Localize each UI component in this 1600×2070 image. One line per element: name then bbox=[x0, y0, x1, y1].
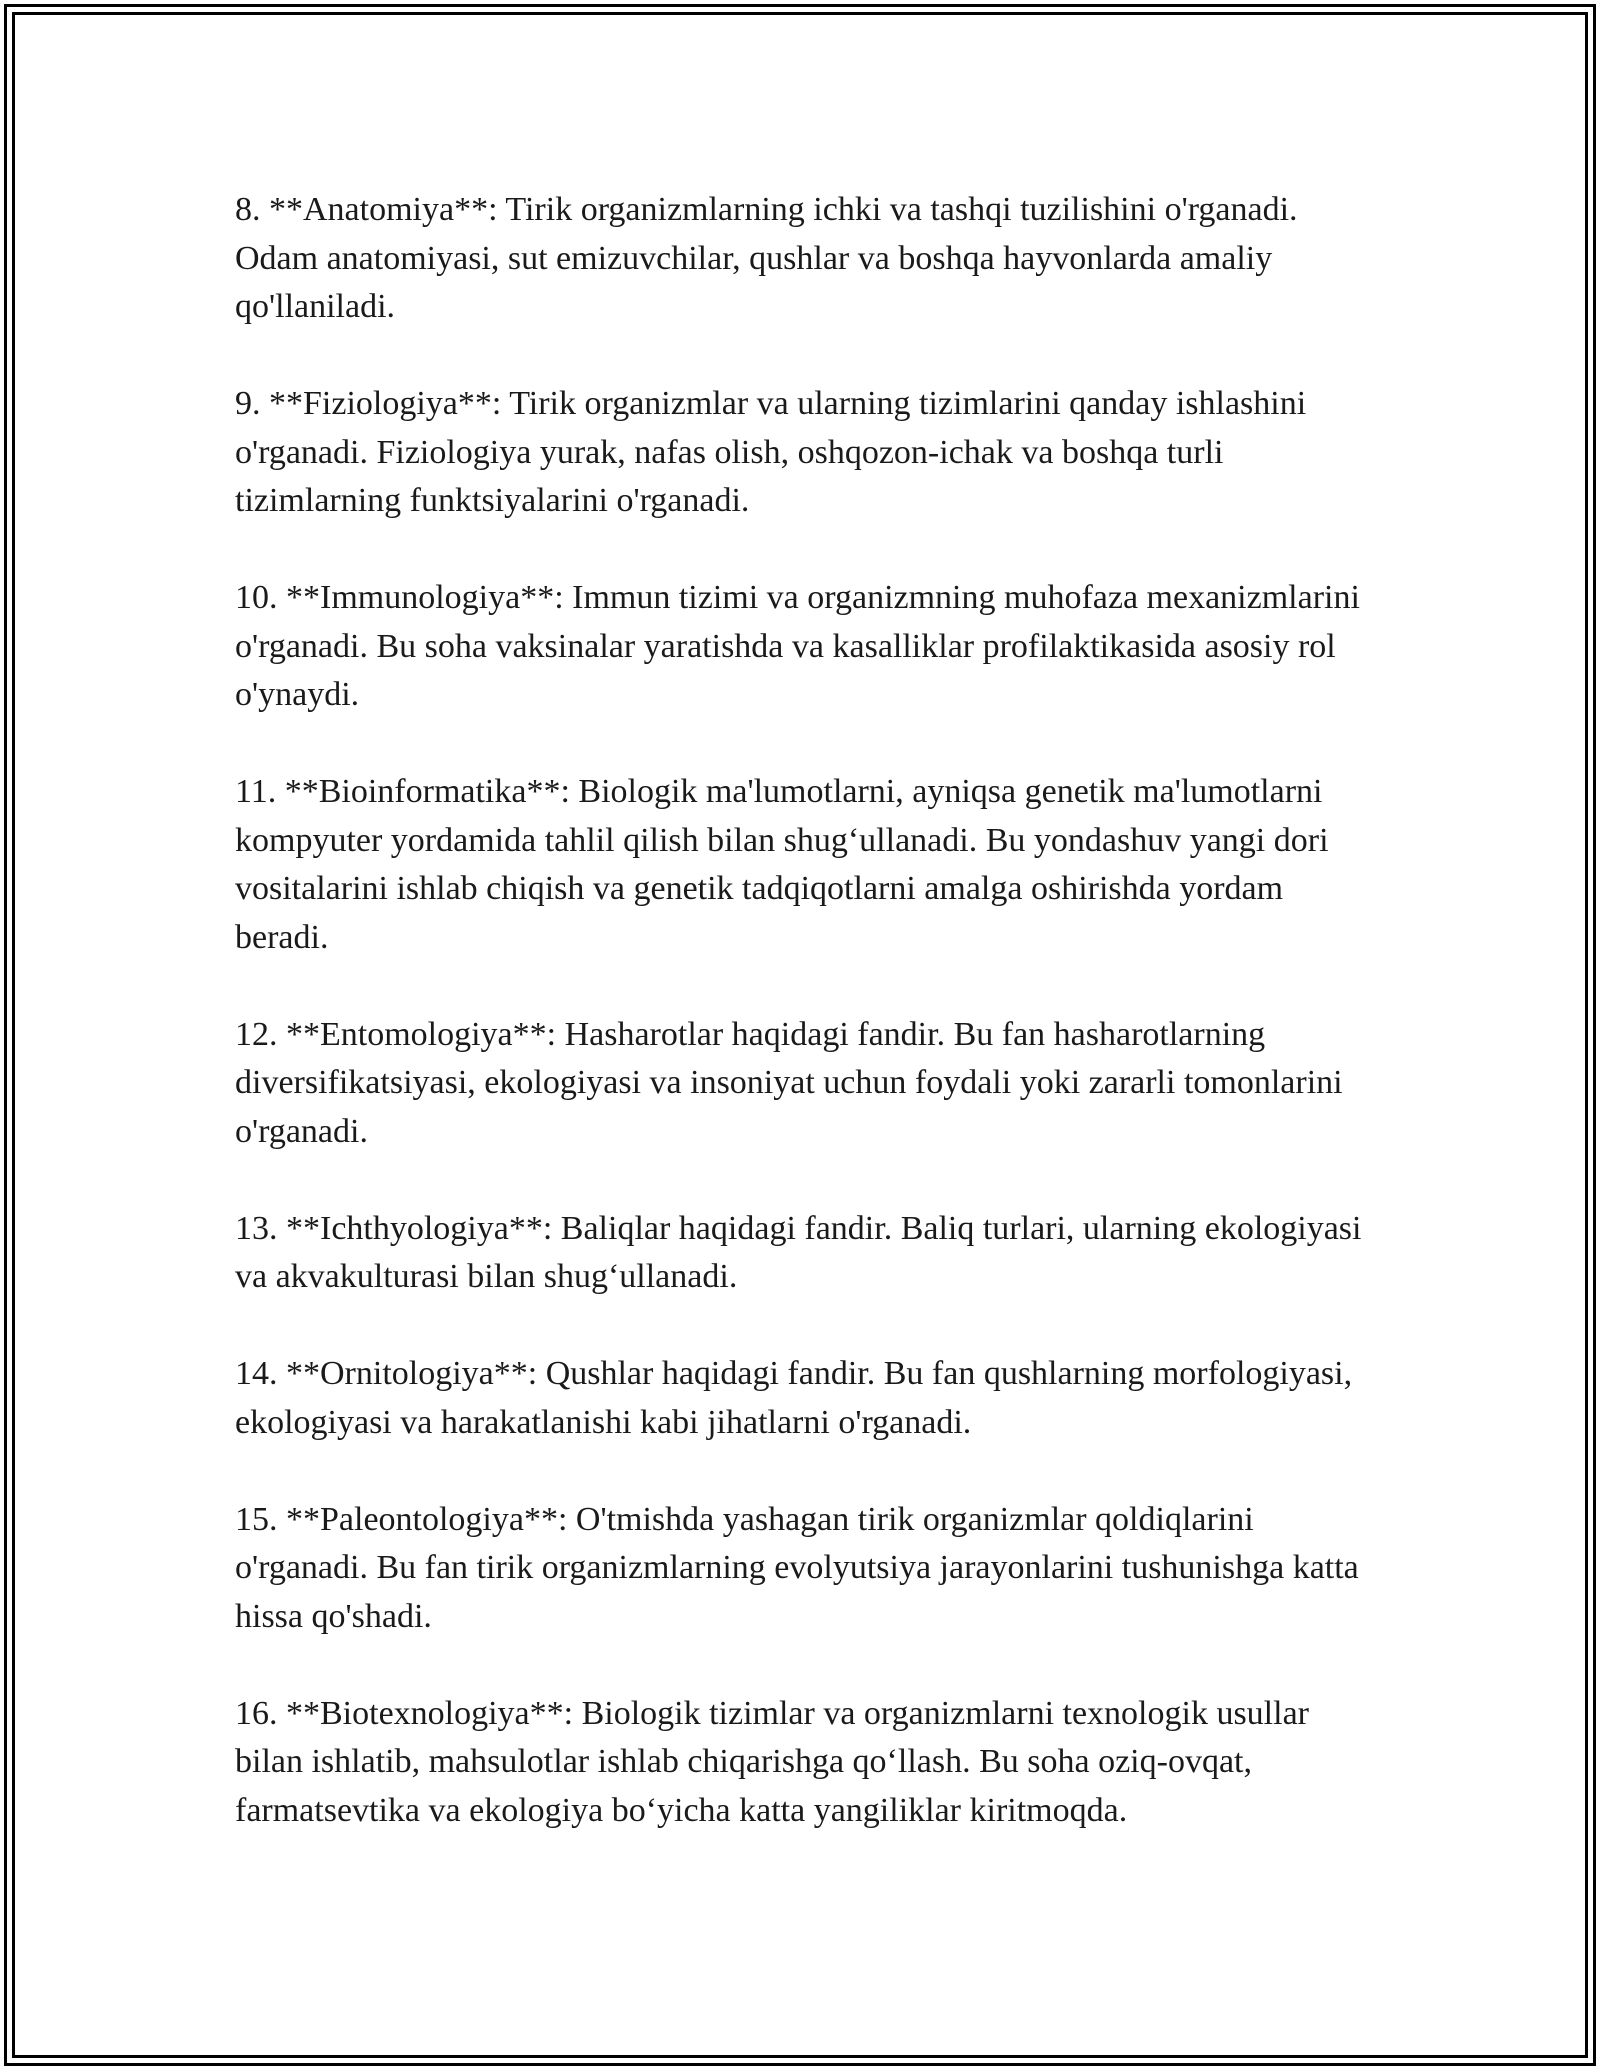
document-body bbox=[235, 186, 1365, 1884]
list-item-ornitologiya: 14. **Ornitologiya**: Qushlar haqidagi fandir. Bu fan qushlarning morfologiyasi, ekologiyasi va harakatlanishi kabi jihatlarni o'rganadi. bbox=[235, 1355, 1353, 1441]
list-item-ichthyologiya: 13. **Ichthyologiya**: Baliqlar haqidagi fandir. Baliq turlari, ularning ekologiyasi va akvakulturasi bilan shug‘ullanadi. bbox=[235, 1209, 1362, 1295]
list-item-biotexnologiya: 16. **Biotexnologiya**: Biologik tizimlar va organizmlarni texnologik usullar bilan ishlatib, mahsulotlar ishlab chiqarishga qo‘llash. Bu soha oziq-ovqat, farmatsevtika va ekologiya bo‘yicha katta yangiliklar kiritmoqda. bbox=[235, 1694, 1309, 1829]
list-item-paleontologiya: 15. **Paleontologiya**: O'tmishda yashagan tirik organizmlar qoldiqlarini o'rganadi. Bu fan tirik organizmlarning evolyutsiya jarayonlarini tushunishga katta hissa qo'shadi. bbox=[235, 1500, 1359, 1635]
list-item-anatomiya: 8. **Anatomiya**: Tirik organizmlarning ichki va tashqi tuzilishini o'rganadi. Odam anatomiyasi, sut emizuvchilar, qushlar va boshqa hayvonlarda amaliy qo'llaniladi. bbox=[235, 191, 1298, 325]
list-item-entomologiya: 12. **Entomologiya**: Hasharotlar haqidagi fandir. Bu fan hasharotlarning diversifikatsiyasi, ekologiyasi va insoniyat uchun foydali yoki zararli tomonlarini o'rganadi. bbox=[235, 1015, 1343, 1150]
list-item-immunologiya: 10. **Immunologiya**: Immun tizimi va organizmning muhofaza mexanizmlarini o'rganadi. Bu soha vaksinalar yaratishda va kasalliklar profilaktikasida asosiy rol o'ynaydi. bbox=[235, 579, 1360, 713]
list-item-fiziologiya: 9. **Fiziologiya**: Tirik organizmlar va ularning tizimlarini qanday ishlashini o'rganadi. Fiziologiya yurak, nafas olish, oshqozon-ichak va boshqa turli tizimlarning funktsiyalarini o'rganadi. bbox=[235, 385, 1307, 519]
list-item-bioinformatika: 11. **Bioinformatika**: Biologik ma'lumotlarni, ayniqsa genetik ma'lumotlarni kompyuter yordamida tahlil qilish bilan shug‘ullanadi. Bu yondashuv yangi dori vositalarini ishlab chiqish va genetik tadqiqotlarni amalga oshirishda yordam beradi. bbox=[235, 773, 1329, 956]
